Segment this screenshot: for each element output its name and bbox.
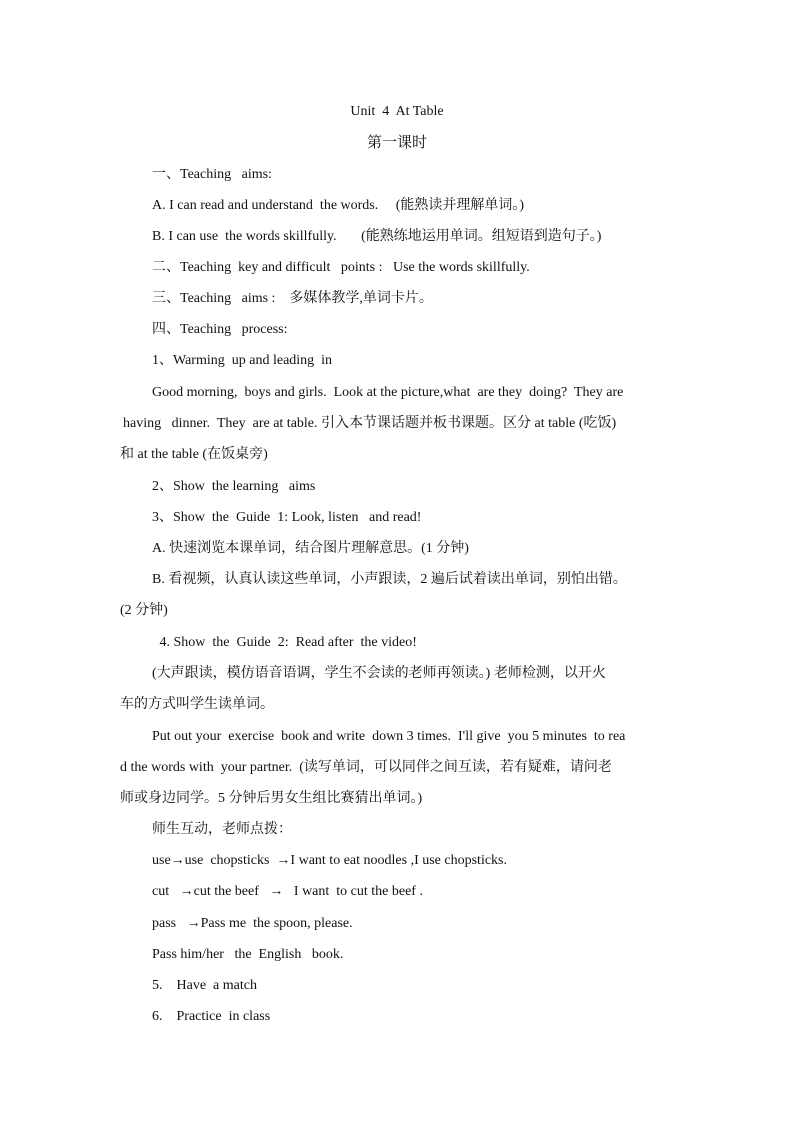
step-1-paragraph-line-2: having dinner. They are at table. 引入本节课话题并板书课题。区分 at table (吃饭)	[123, 416, 617, 431]
step-3-item-a: A. 快速浏览本课单词，结合图片理解意思。(1 分钟)	[152, 541, 469, 556]
example-pass-book: Pass him/her the English book.	[152, 947, 344, 962]
step-2-heading: 2、Show the learning aims	[152, 479, 316, 494]
step-1-heading: 1、Warming up and leading in	[152, 353, 333, 368]
interaction-heading: 师生互动，老师点拨：	[152, 822, 292, 837]
section-teaching-aims: 一、Teaching aims:	[152, 167, 272, 182]
example-pass: pass →Pass me the spoon, please.	[152, 916, 353, 931]
step-6-heading: 6. Practice in class	[152, 1009, 271, 1024]
exercise-paragraph-line-1: Put out your exercise book and write down 3 times. I'll give you 5 minutes to rea	[152, 729, 626, 744]
section-key-points: 二、Teaching key and difficult points : Use the words skillfully.	[152, 260, 530, 275]
step-1-paragraph-line-3: 和 at the table (在饭桌旁)	[120, 447, 268, 462]
step-3-heading: 3、Show the Guide 1: Look, listen and read!	[152, 510, 422, 525]
document-title: Unit 4 At Table	[350, 104, 444, 119]
step-4-heading: 4. Show the Guide 2: Read after the video!	[156, 635, 417, 650]
aim-b: B. I can use the words skillfully. (能熟练地运用单词。组短语到造句子。)	[152, 229, 602, 244]
section-teaching-process: 四、Teaching process:	[152, 322, 288, 337]
step-3-item-b-line-2: (2 分钟)	[120, 603, 168, 618]
lesson-subtitle: 第一课时	[366, 135, 427, 151]
example-cut: cut →cut the beef → I want to cut the beef .	[152, 884, 423, 899]
section-teaching-tools: 三、Teaching aims : 多媒体教学,单词卡片。	[152, 291, 433, 306]
exercise-paragraph-line-2: d the words with your partner. (读写单词，可以同伴之间互读，若有疑难，请问老	[120, 760, 612, 775]
step-4-paragraph-line-2: 车的方式叫学生读单词。	[120, 697, 274, 712]
aim-a: A. I can read and understand the words. (能熟读并理解单词。)	[152, 198, 525, 213]
example-use: use→use chopsticks →I want to eat noodles ,I use chopsticks.	[152, 853, 507, 868]
step-3-item-b-line-1: B. 看视频，认真认读这些单词，小声跟读，2 遍后试着读出单词，别怕出错。	[152, 572, 627, 587]
exercise-paragraph-line-3: 师或身边同学。5 分钟后男女生组比赛猜出单词。)	[120, 791, 423, 806]
step-1-paragraph-line-1: Good morning, boys and girls. Look at the picture,what are they doing? They are	[152, 385, 624, 400]
step-4-paragraph-line-1: (大声跟读，模仿语音语调，学生不会读的老师再领读。) 老师检测，以开火	[152, 666, 606, 681]
step-5-heading: 5. Have a match	[152, 978, 257, 993]
